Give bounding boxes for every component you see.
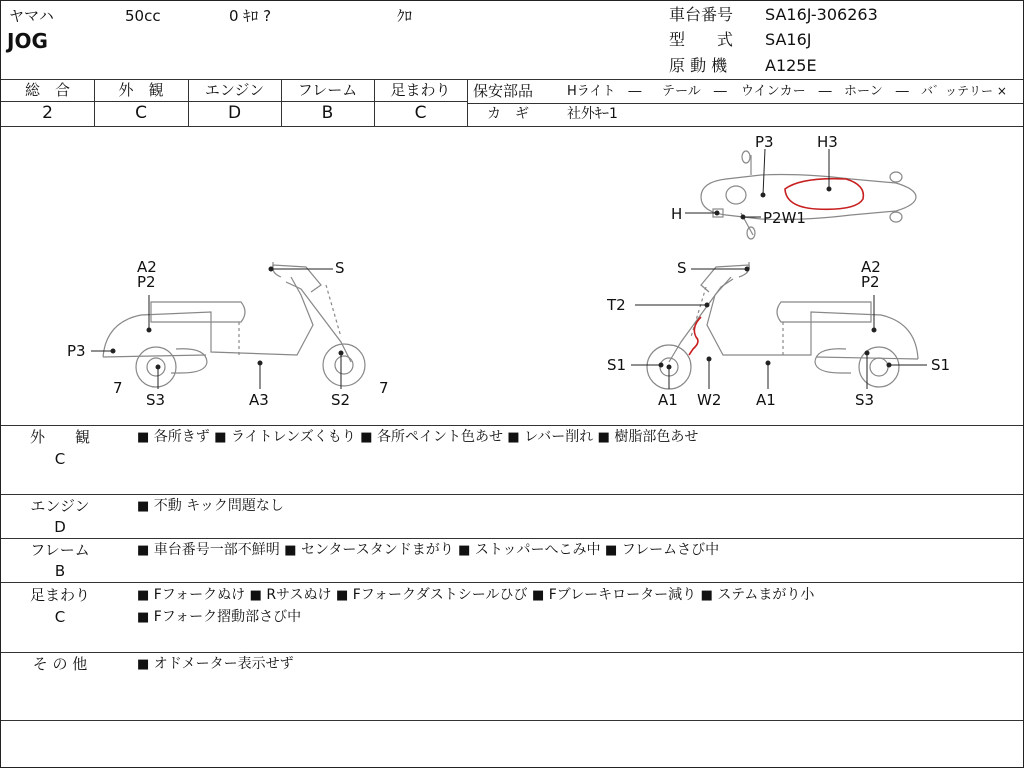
remark-engine-grade: D [54,518,66,536]
bullet-icon: ■ [249,588,262,603]
label-left-s3: S3 [146,391,166,409]
bullet-icon: ■ [137,610,150,625]
safety-headlight: Hライト ― [567,84,642,99]
bullet-icon: ■ [284,543,297,558]
damage-mark-top [785,179,863,210]
grade-frame-label: フレーム [297,81,358,99]
divider [1,538,1023,539]
bullet-icon: ■ [507,430,520,445]
safety-battery: バ゛ッテリー × [921,84,1007,98]
label-left-7b: 7 [379,379,389,397]
safety-tail: テール ― [662,84,727,99]
remark-item: ストッパーへこみ中 [474,542,601,558]
remark-item: レバー削れ [524,429,594,445]
remark-item: 各所きず [153,429,210,445]
remark-engine-items [137,499,284,513]
remark-suspension-grade: C [54,608,66,626]
remark-item: センタースタンドまがり [300,542,454,558]
bullet-icon: ■ [214,430,227,445]
grade-exterior-value: C [135,103,147,123]
remark-suspension-category: 足まわり [29,586,90,604]
safety-label: 保安部品 [473,82,534,100]
model-name: JOG [7,29,48,53]
remark-item: Fフォーク摺動部さび中 [153,609,302,625]
remark-other-category: そ の 他 [32,655,88,673]
label-left-s2: S2 [331,391,351,409]
bullet-icon: ■ [335,588,349,603]
label-top-p3: P3 [755,133,774,151]
bullet-icon: ■ [458,543,471,558]
label-right-s3: S3 [855,391,875,409]
label-left-p3: P3 [67,342,86,360]
remark-exterior-grade: C [54,450,66,468]
remark-exterior-items [137,430,698,444]
bullet-icon: ■ [360,430,373,445]
key-label: カ ギ [487,106,529,122]
divider [1,652,1023,653]
divider [467,103,1023,104]
top-view-scooter [701,151,916,239]
label-top-h3: H3 [817,133,838,151]
label-right-s1b: S1 [931,356,951,374]
label-left-7a: 7 [113,379,123,397]
remark-item: フレームさび中 [621,542,720,558]
remark-item: Fブレーキローター減り [548,587,697,603]
bullet-icon: ■ [597,430,610,445]
remark-item: 不動 キック問題なし [153,498,284,514]
grade-suspension-label: 足まわり [390,81,451,99]
label-right-a2: A2 [861,258,881,276]
remark-item: Fフォークぬけ [153,587,246,603]
remark-other-items [137,657,294,671]
bullet-icon: ■ [137,543,150,558]
label-right-w2: W2 [697,391,722,409]
remark-item: 車台番号一部不鮮明 [153,542,280,558]
bullet-icon: ■ [700,588,713,603]
type-label: 型 式 [669,30,734,49]
remark-item: Rサスぬけ [266,587,332,603]
label-left-p2: P2 [137,273,156,291]
label-right-s: S [677,259,687,277]
divider [1,101,467,102]
label-right-s1a: S1 [607,356,627,374]
remark-engine-category: エンジン [30,497,90,515]
maker: ヤマハ [9,7,54,25]
bullet-icon: ■ [604,543,618,558]
remark-frame-grade: B [54,562,66,580]
divider [1,720,1023,721]
frame-no-label: 車台番号 [669,5,734,24]
label-left-s: S [335,259,345,277]
remark-exterior-category: 外 観 [29,428,90,446]
color: ｸﾛ [397,7,413,25]
bullet-icon: ■ [137,430,150,445]
safety-winker: ウインカー ― [741,84,832,99]
label-top-h: H [671,205,683,223]
grade-frame-value: B [321,103,334,123]
engine-label: 原 動 機 [669,56,728,75]
remark-item: オドメーター表示せず [153,656,294,672]
label-top-p2w1: P2W1 [763,209,806,227]
divider [1,79,1023,80]
safety-horn: ホーン ― [844,84,909,99]
divider [467,79,468,126]
scooter-diagram [1,127,1023,425]
remark-item: Fフォークダストシールひび [352,587,528,603]
grade-exterior-label: 外 観 [118,81,164,99]
grade-suspension-value: C [414,103,427,123]
label-left-a2: A2 [137,258,157,276]
divider [1,494,1023,495]
type-value: SA16J [765,30,812,49]
label-right-a1a: A1 [658,391,678,409]
grade-overall-label: 総 合 [24,81,70,99]
remark-item: ステムまがり小 [717,587,815,603]
bullet-icon: ■ [531,588,545,603]
mileage: 0 ｷﾛ ? [229,7,272,25]
divider [1,425,1023,426]
frame-no: SA16J-306263 [765,5,878,24]
displacement: 50cc [125,7,161,25]
bullet-icon: ■ [137,588,150,603]
bullet-icon: ■ [137,499,150,514]
remark-item: 各所ペイント色あせ [376,429,503,445]
label-right-p2: P2 [861,273,880,291]
remark-item: ライトレンズくもり [230,429,356,445]
remark-suspension-items-line2 [137,610,301,624]
remark-suspension-items [137,588,814,602]
grade-engine-label: エンジン [204,81,265,99]
divider [1,582,1023,583]
engine-value: A125E [765,56,817,75]
key-value: 社外ｷｰ1 [567,106,618,122]
grade-overall-value: 2 [42,103,53,123]
label-right-t2: T2 [607,296,626,314]
bullet-icon: ■ [137,657,150,672]
remark-item: 樹脂部色あせ [614,429,699,445]
label-left-a3: A3 [249,391,269,409]
grade-engine-value: D [227,103,242,123]
remark-frame-category: フレーム [30,541,90,559]
label-right-a1b: A1 [756,391,776,409]
remark-frame-items [137,543,719,557]
